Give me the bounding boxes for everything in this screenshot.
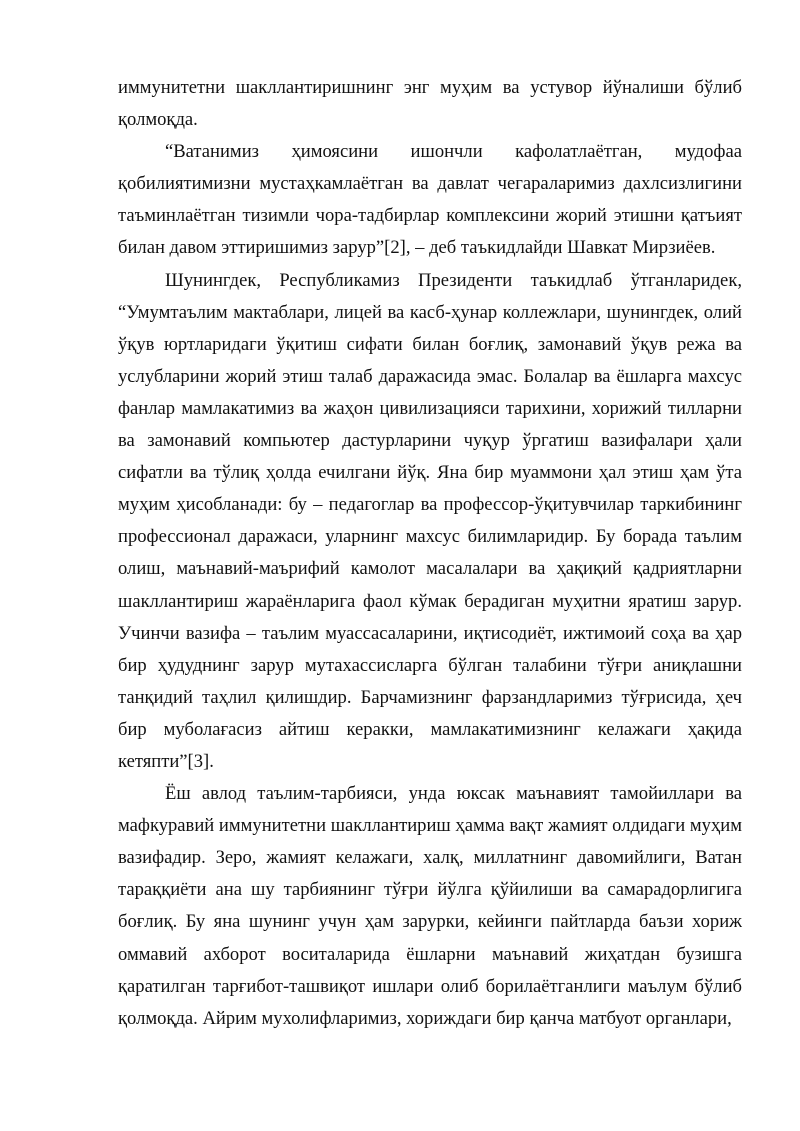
body-text: [118, 72, 742, 1035]
paragraph-youth-education: Ёш авлод таълим-тарбияси, унда юксак маънавият тамойиллари ва мафкуравий иммунитетни шакллантириш ҳамма вақт жамият олдидаги муҳим вазифадир. Зеро, жамият келажаги, халқ, миллатнинг давомийлиги, Ватан тараққиёти ана шу тарбиянинг тўғри йўлга қўйилиши ва самарадорлигига боғлиқ. Бу яна шунинг учун ҳам зарурки, кейинги пайтларда баъзи хориж оммавий ахборот воситаларида ёшларни маънавий жиҳатдан бузишга қаратилган тарғибот-ташвиқот ишлари олиб борилаётганлиги маълум бўлиб қолмоқда. Айрим мухолифларимиз, хориждаги бир қанча матбуот органлари,: [118, 783, 742, 1029]
paragraph-president-quote: Шунингдек, Республикамиз Президенти таъкидлаб ўтганларидек, “Умумтаълим мактаблари, лицей ва касб-ҳунар коллежлари, шунингдек, олий ўқув юртларидаги ўқитиш сифати билан боғлиқ, замонавий ўқув режа ва услубларини жорий этиш талаб даражасида эмас. Болалар ва ёшларга махсус фанлар мамлакатимиз ва жаҳон цивилизацияси тарихини, хорижий тилларни ва замонавий компьютер дастурларини чуқур ўргатиш вазифалари ҳали сифатли ва тўлиқ ҳолда ечилгани йўқ. Яна бир муаммони ҳал этиш ҳам ўта муҳим ҳисобланади: бу – педагоглар ва профессор-ўқитувчилар таркибининг профессионал даражаси, уларнинг махсус билимларидир. Бу борада таълим олиш, маънавий-маърифий камолот масалалари ва ҳақиқий қадриятларни шакллантириш жараёнларига фаол кўмак берадиган муҳитни яратиш зарур. Учинчи вазифа – таълим муассасаларини, иқтисодиёт, ижтимоий соҳа ва ҳар бир ҳудуднинг зарур мутахассисларга бўлган талабини тўғри аниқлашни танқидий таҳлил қилишдир. Барчамизнинг фарзандларимиз тўғрисида, ҳеч бир муболағасиз айтиш керакки, мамлакатимизнинг келажаги ҳақида кетяпти”[3].: [118, 269, 742, 772]
paragraph-quote-mirziyoyev: “Ватанимиз ҳимоясини ишончли кафолатлаётган, мудофаа қобилиятимизни мустаҳкамлаётган ва давлат чегараларимиз дахлсизлигини таъминлаётган тизимли чора-тадбирлар комплексини жорий этишни қатъият билан давом эттиришимиз зарур”[2], – деб таъкидлайди Шавкат Мирзиёев.: [118, 141, 742, 259]
paragraph-continuation: иммунитетни шакллантиришнинг энг муҳим ва устувор йўналиши бўлиб қолмоқда.: [118, 77, 742, 131]
